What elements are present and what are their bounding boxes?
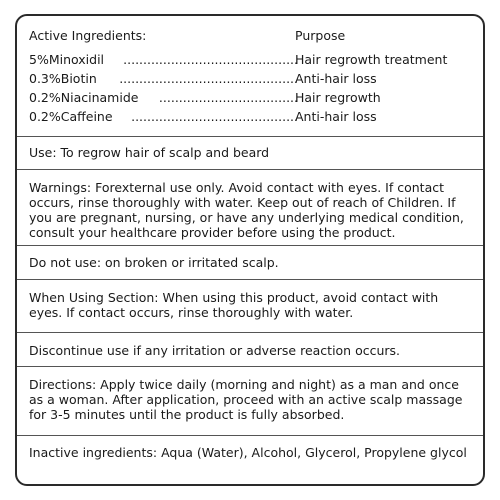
ingredient-leader-dots: ................................... [158, 90, 298, 105]
warnings-section [17, 170, 483, 246]
warnings-text: Warnings: Forexternal use only. Avoid contact with eyes. If contact occurs, rinse thoroughly with water. Keep out of reach of Children. If you are pregnant, nursing, or have any underlying medical condition, consult your healthcare provider before using the product. [29, 180, 464, 240]
ingredient-purpose: Anti-hair loss [295, 71, 377, 86]
ingredient-purpose: Hair regrowth [295, 90, 381, 105]
ingredient-leader-dots: ............................................. [119, 71, 298, 86]
ingredient-name: 0.3%Biotin [29, 71, 97, 86]
active-ingredients-heading: Active Ingredients: [29, 28, 147, 43]
ingredient-name: 0.2%Caffeine [29, 109, 113, 124]
when-using-section [17, 280, 483, 333]
ingredients-header [29, 28, 471, 44]
use-section [17, 137, 483, 170]
drug-facts-panel [15, 14, 485, 486]
discontinue-section [17, 333, 483, 367]
ingredient-purpose: Hair regrowth treatment [295, 52, 448, 67]
do-not-use-text: Do not use: on broken or irritated scalp. [29, 255, 279, 270]
purpose-heading: Purpose [295, 28, 346, 43]
directions-text: Directions: Apply twice daily (morning and night) as a man and once as a woman. After application, proceed with an active scalp massage for 3-5 minutes until the product is fully absorbed. [29, 377, 463, 422]
do-not-use-section [17, 246, 483, 280]
ingredient-leader-dots: .......................................... [131, 109, 298, 124]
ingredient-row [29, 90, 471, 109]
active-ingredients-section [17, 16, 483, 137]
use-text: Use: To regrow hair of scalp and beard [29, 145, 270, 160]
ingredient-row [29, 109, 471, 128]
ingredient-row [29, 52, 471, 71]
ingredient-name: 5%Minoxidil [29, 52, 105, 67]
inactive-ingredients-section [17, 436, 483, 486]
ingredient-name: 0.2%Niacinamide [29, 90, 139, 105]
discontinue-text: Discontinue use if any irritation or adverse reaction occurs. [29, 343, 401, 358]
inactive-ingredients-text: Inactive ingredients: Aqua (Water), Alcohol, Glycerol, Propylene glycol [29, 445, 467, 460]
ingredient-purpose: Anti-hair loss [295, 109, 377, 124]
ingredient-leader-dots: ............................................ [123, 52, 298, 67]
directions-section [17, 367, 483, 436]
ingredient-row [29, 71, 471, 90]
when-using-text: When Using Section: When using this product, avoid contact with eyes. If contact occurs, rinse thoroughly with water. [29, 290, 439, 320]
